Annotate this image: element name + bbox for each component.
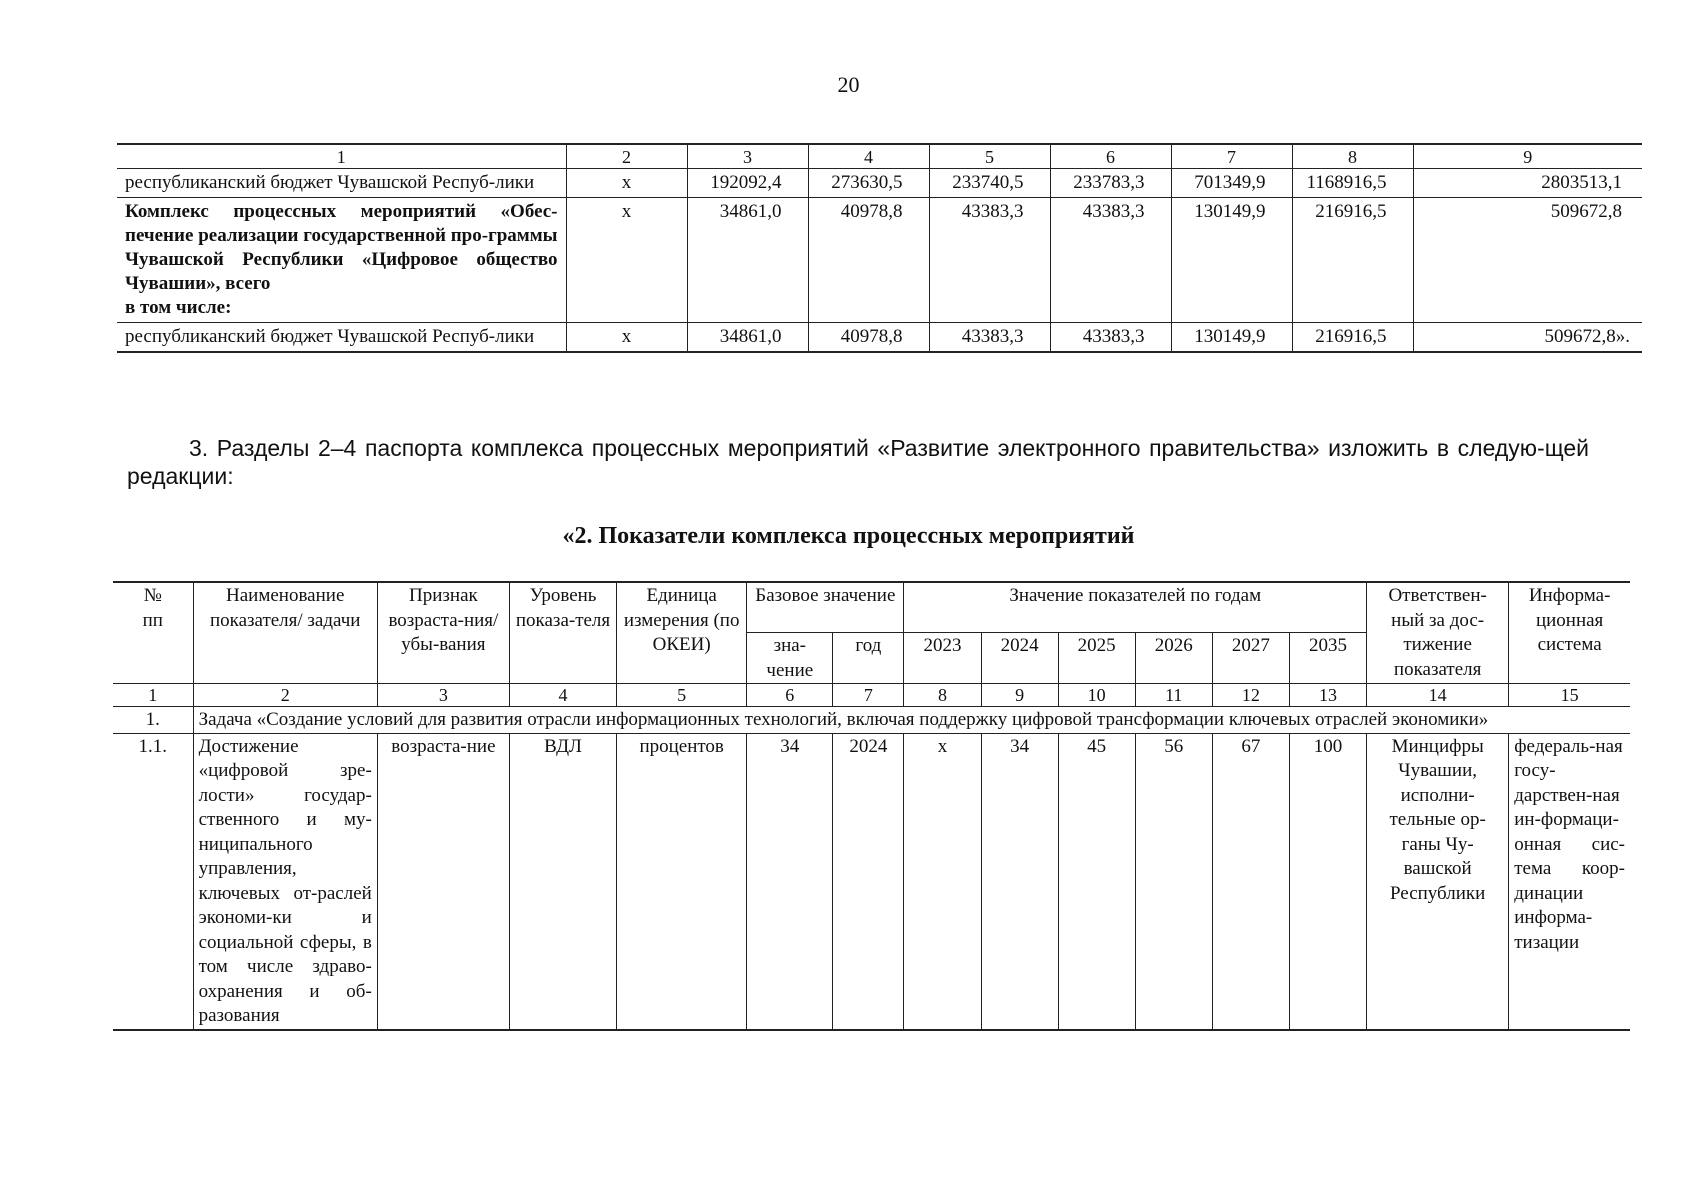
header-cell: 7 (1171, 144, 1292, 169)
page-number: 20 (837, 72, 860, 97)
header-cell: 2 (566, 144, 687, 169)
financing-row (117, 198, 1642, 323)
financing-value: 233783,3 (1050, 169, 1171, 198)
amendment-paragraph: 3. Разделы 2–4 паспорта комплекса процессных мероприятий «Развитие электронного правительства» изложить в следую-щей редакции: (127, 435, 1589, 489)
indicator-year-value: 56 (1135, 733, 1212, 1030)
financing-value: 130149,9 (1171, 323, 1292, 353)
indicator-base-year: 2024 (833, 733, 904, 1030)
header-cell: 3 (687, 144, 808, 169)
index-cell: 13 (1289, 684, 1366, 707)
financing-row (117, 169, 1642, 198)
header-year: 2023 (904, 633, 981, 684)
header-year: 2026 (1135, 633, 1212, 684)
header-cell: 4 (808, 144, 929, 169)
financing-table-header (117, 144, 1642, 169)
index-cell: 12 (1212, 684, 1289, 707)
header-sign: Признак возраста-ния/убы-вания (377, 582, 509, 684)
header-responsible: Ответствен-ный за дос-тижение показателя (1367, 582, 1509, 684)
financing-value: 509672,8». (1413, 323, 1642, 353)
header-base-value: зна-чение (747, 633, 833, 684)
indicator-unit: процентов (617, 733, 747, 1030)
financing-value: 273630,5 (808, 169, 929, 198)
header-cell: 9 (1413, 144, 1642, 169)
header-unit: Единица измерения (по ОКЕИ) (617, 582, 747, 684)
index-cell: 2 (193, 684, 377, 707)
financing-value: 216916,5 (1292, 323, 1413, 353)
financing-value: 233740,5 (929, 169, 1050, 198)
indicators-table (113, 581, 1630, 1031)
financing-value: 2803513,1 (1413, 169, 1642, 198)
header-cell: 1 (117, 144, 566, 169)
header-info-system: Информа-ционная система (1509, 582, 1630, 684)
financing-row-name: республиканский бюджет Чувашской Респуб-лики (117, 169, 566, 198)
indicator-year-value: х (904, 733, 981, 1030)
index-cell: 11 (1135, 684, 1212, 707)
indicator-info-system: федераль-ная госу-дарствен-ная ин-формаци-онная сис-тема коор-динации информа-тизации (1509, 733, 1630, 1030)
financing-value: 130149,9 (1171, 198, 1292, 323)
header-base-year: год (833, 633, 904, 684)
indicator-name: Достижение «цифровой зре-лости» государ-ственного и му-ниципального управления, ключевых от-раслей экономи-ки и социальной сферы, в том числе здраво-охранения и об-разования (193, 733, 377, 1030)
financing-value: 1168916,5 (1292, 169, 1413, 198)
financing-row-col2: х (566, 198, 687, 323)
header-cell: 6 (1050, 144, 1171, 169)
financing-value: 40978,8 (808, 323, 929, 353)
financing-value: 34861,0 (687, 198, 808, 323)
header-name: Наименование показателя/ задачи (193, 582, 377, 684)
index-cell: 4 (509, 684, 616, 707)
indicator-level: ВДЛ (509, 733, 616, 1030)
header-year: 2024 (981, 633, 1058, 684)
header-year: 2027 (1212, 633, 1289, 684)
indicator-year-value: 67 (1212, 733, 1289, 1030)
index-cell: 10 (1058, 684, 1135, 707)
indicator-base-value: 34 (747, 733, 833, 1030)
section-title: «2. Показатели комплекса процессных мероприятий (562, 523, 1135, 549)
header-level: Уровень показа-теля (509, 582, 616, 684)
indicators-index-row (113, 684, 1630, 707)
financing-value: 43383,3 (1050, 323, 1171, 353)
index-cell: 1 (113, 684, 193, 707)
index-cell: 14 (1367, 684, 1509, 707)
financing-row-col2: х (566, 323, 687, 353)
financing-value: 34861,0 (687, 323, 808, 353)
header-year: 2035 (1289, 633, 1366, 684)
financing-table (117, 143, 1642, 353)
index-cell: 6 (747, 684, 833, 707)
task-row (113, 707, 1630, 734)
indicator-year-value: 100 (1289, 733, 1366, 1030)
financing-row-col2: х (566, 169, 687, 198)
financing-value: 509672,8 (1413, 198, 1642, 323)
index-cell: 15 (1509, 684, 1630, 707)
index-cell: 8 (904, 684, 981, 707)
financing-row (117, 323, 1642, 353)
indicator-num: 1.1. (113, 733, 193, 1030)
financing-row-name: Комплекс процессных мероприятий «Обес-печение реализации государственной про-граммы Чувашской Республики «Цифровое общество Чувашии», всего в том числе: (117, 198, 566, 323)
header-years-group: Значение показателей по годам (904, 582, 1367, 633)
index-cell: 3 (377, 684, 509, 707)
header-cell: 5 (929, 144, 1050, 169)
index-cell: 7 (833, 684, 904, 707)
task-num: 1. (113, 707, 193, 734)
indicators-header-row (113, 582, 1630, 632)
header-num: № пп (113, 582, 193, 684)
header-year: 2025 (1058, 633, 1135, 684)
index-cell: 5 (617, 684, 747, 707)
header-cell: 8 (1292, 144, 1413, 169)
financing-value: 40978,8 (808, 198, 929, 323)
financing-value: 192092,4 (687, 169, 808, 198)
indicator-row (113, 733, 1630, 1030)
indicator-sign: возраста-ние (377, 733, 509, 1030)
financing-value: 43383,3 (1050, 198, 1171, 323)
indicator-year-value: 34 (981, 733, 1058, 1030)
index-cell: 9 (981, 684, 1058, 707)
financing-value: 701349,9 (1171, 169, 1292, 198)
financing-value: 43383,3 (929, 198, 1050, 323)
header-base: Базовое значение (747, 582, 904, 632)
financing-value: 43383,3 (929, 323, 1050, 353)
indicator-responsible: Минцифры Чувашии, исполни-тельные ор-ганы Чу-вашской Республики (1367, 733, 1509, 1030)
financing-value: 216916,5 (1292, 198, 1413, 323)
financing-row-name: республиканский бюджет Чувашской Респуб-лики (117, 323, 566, 353)
task-text: Задача «Создание условий для развития отрасли информационных технологий, включая поддержку цифровой трансформации ключевых отраслей экономики» (193, 707, 1630, 734)
indicator-year-value: 45 (1058, 733, 1135, 1030)
